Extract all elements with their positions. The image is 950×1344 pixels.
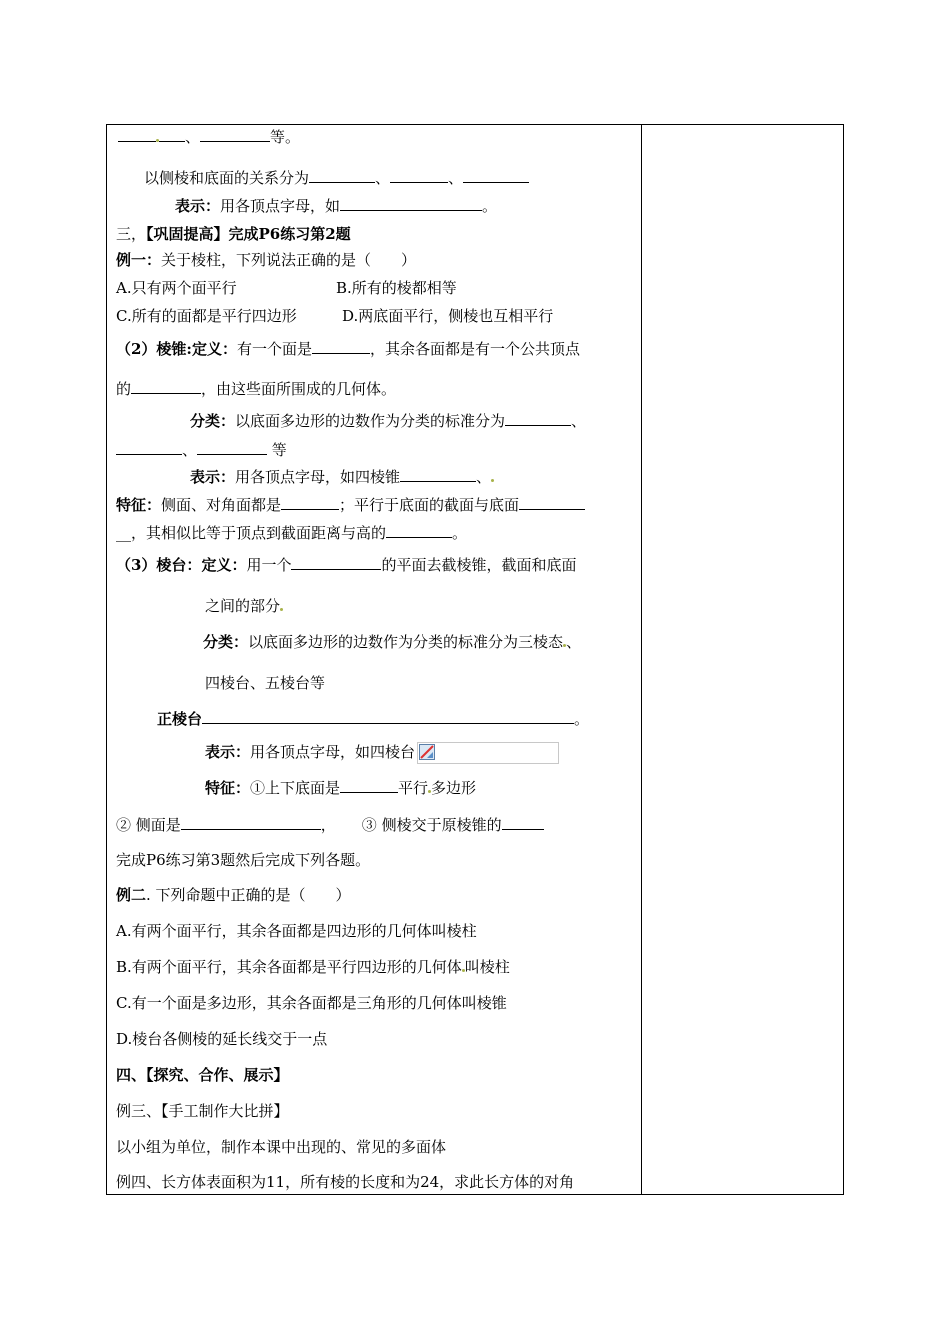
line-16: 之间的部分 xyxy=(205,596,283,616)
broken-image-icon xyxy=(419,744,435,760)
line-23: 完成P6练习第3题然后完成下列各题。 xyxy=(116,851,371,869)
line-30: 例三、【手工制作大比拼】 xyxy=(116,1102,289,1120)
section-four-heading: 四、【探究、合作、展示】 xyxy=(116,1066,289,1084)
line-11: 、 等 xyxy=(116,440,287,460)
embedded-image-placeholder xyxy=(417,742,559,764)
line-21: 特征：①上下底面是 平行 多边形 xyxy=(205,779,477,797)
line-06: A.只有两个面平行 xyxy=(116,279,237,297)
line-28: D.棱台各侧棱的延长线交于一点 xyxy=(116,1030,328,1048)
line-07b: D.两底面平行，侧棱也互相平行 xyxy=(342,307,554,325)
line-06b: B.所有的棱都相等 xyxy=(336,279,457,297)
line-09: 的 ，由这些面所围成的几何体。 xyxy=(116,380,397,398)
line-25: A.有两个面平行，其余各面都是四边形的几何体叫棱柱 xyxy=(116,922,477,940)
line-24: 例二. 下列命题中正确的是（ ） xyxy=(116,886,351,904)
line-17: 分类：以底面多边形的边数作为分类的标准分为三棱态 、 xyxy=(203,633,582,651)
line-14: __，其相似比等于顶点到截面距离与高的 。 xyxy=(116,524,468,542)
line-10: 分类：以底面多边形的边数作为分类的标准分为 、 xyxy=(190,412,587,430)
line-19: 正棱台 。 xyxy=(157,710,590,728)
line-01: 、 等。 xyxy=(118,127,300,147)
line-18: 四棱台、五棱台等 xyxy=(205,674,326,692)
line-20: 表示：用各顶点字母，如四棱台 xyxy=(205,742,559,764)
line-03: 表示：用各顶点字母，如 。 xyxy=(175,197,498,215)
line-13: 特征：侧面、对角面都是 ；平行于底面的截面与底面 xyxy=(116,495,585,515)
line-27: C.有一个面是多边形，其余各面都是三角形的几何体叫棱锥 xyxy=(116,994,507,1012)
line-32: 例四、长方体表面积为11，所有棱的长度和为24，求此长方体的对角 xyxy=(116,1173,575,1191)
line-08: （2）棱锥:定义：有一个面是 ，其余各面都是有一个公共顶点 xyxy=(116,340,581,358)
column-divider xyxy=(641,125,642,1194)
line-02: 以侧棱和底面的关系分为 、 、 xyxy=(144,168,529,188)
line-31: 以小组为单位，制作本课中出现的、常见的多面体 xyxy=(116,1138,447,1156)
line-26: B.有两个面平行，其余各面都是平行四边形的几何体 叫棱柱 xyxy=(116,958,510,976)
line-22: ② 侧面是 ， ③ 侧棱交于原棱锥的 xyxy=(116,815,544,835)
line-07: C.所有的面都是平行四边形 xyxy=(116,307,297,325)
line-04: 三，【巩固提高】完成P6练习第2题 xyxy=(116,225,351,243)
line-12: 表示：用各顶点字母，如四棱锥 、 xyxy=(190,467,494,487)
line-15: （3）棱台：定义：用一个 的平面去截棱锥，截面和底面 xyxy=(116,556,577,574)
line-05: 例一：关于棱柱，下列说法正确的是（ ） xyxy=(116,251,417,269)
